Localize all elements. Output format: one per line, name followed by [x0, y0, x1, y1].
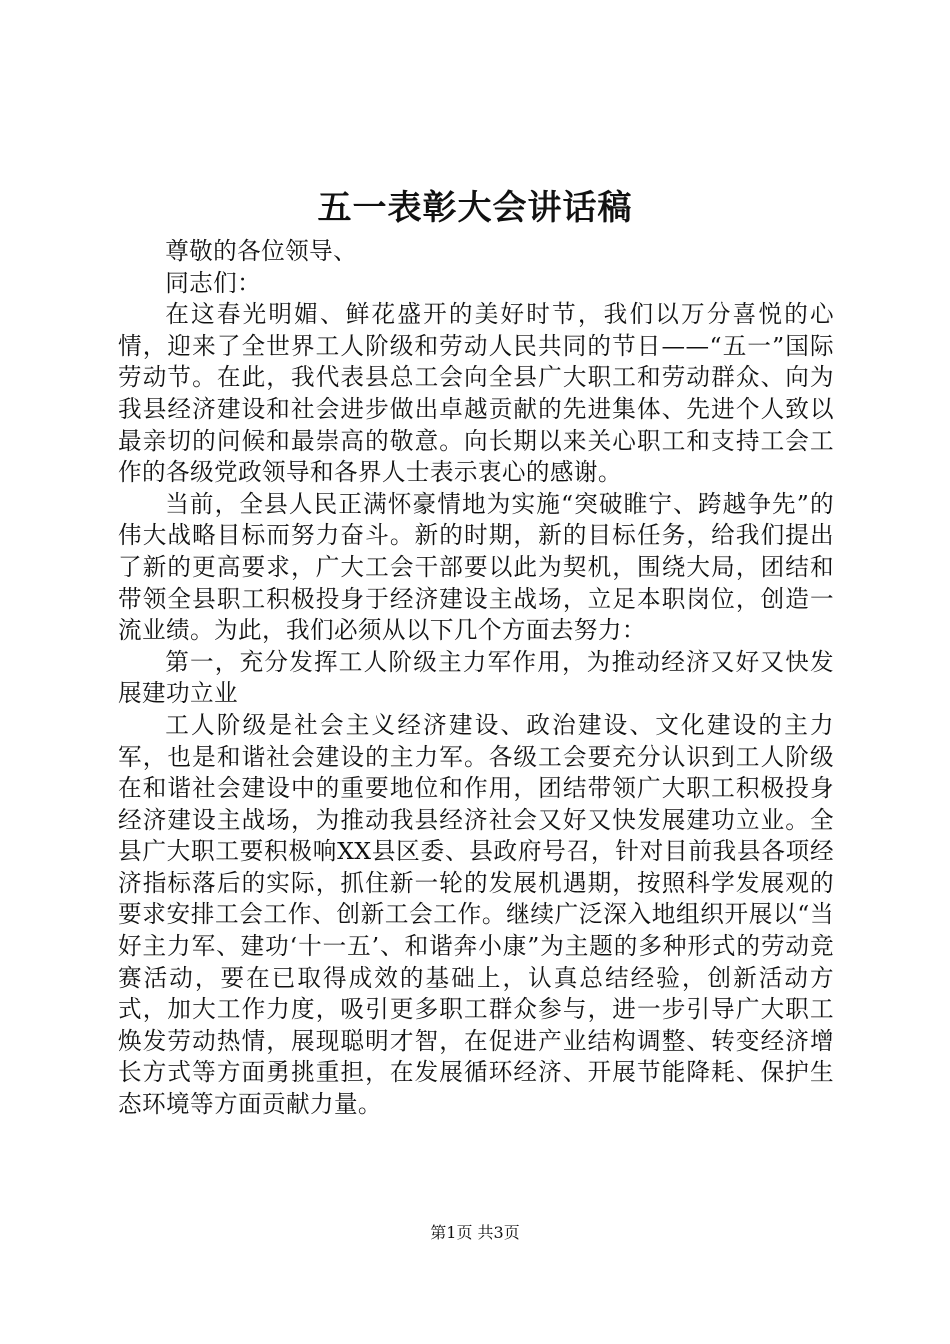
- document-body: [118, 236, 834, 1121]
- document-title: 五一表彰大会讲话稿: [317, 188, 633, 228]
- paragraph-current-situation: 当前，全县人民正满怀豪情地为实施“突破睢宁、跨越争先”的伟大战略目标而努力奋斗。新的时期，新的目标任务，给我们提出了新的更高要求，广大工会干部要以此为契机，围绕大局，团结和带领全县职工积极投身于经济建设主战场，立足本职岗位，创造一流业绩。为此，我们必须从以下几个方面去努力：: [118, 489, 834, 645]
- section-heading-first: 第一，充分发挥工人阶级主力军作用，为推动经济又好又快发展建功立业: [118, 647, 834, 708]
- paragraph-working-class: 工人阶级是社会主义经济建设、政治建设、文化建设的主力军，也是和谐社会建设的主力军。各级工会要充分认识到工人阶级在和谐社会建设中的重要地位和作用，团结带领广大职工积极投身经济建设主战场，为推动我县经济社会又好又快发展建功立业。全县广大职工要积极响XX县区委、县政府号召，针对目前我县各项经济指标落后的实际，抓住新一轮的发展机遇期，按照科学发展观的要求安排工会工作、创新工会工作。继续广泛深入地组织开展以“当好主力军、建功‘十一五’、和谐奔小康”为主题的多种形式的劳动竞赛活动，要在已取得成效的基础上，认真总结经验，创新活动方式，加大工作力度，吸引更多职工群众参与，进一步引导广大职工焕发劳动热情，展现聪明才智，在促进产业结构调整、转变经济增长方式等方面勇挑重担，在发展循环经济、开展节能降耗、保护生态环境等方面贡献力量。: [118, 710, 834, 1119]
- salutation-line-2: 同志们：: [165, 268, 262, 297]
- salutation-line-1: 尊敬的各位领导、: [165, 237, 358, 265]
- page-number-footer: 第1页 共3页: [430, 1223, 520, 1242]
- paragraph-greeting: 在这春光明媚、鲜花盛开的美好时节，我们以万分喜悦的心情，迎来了全世界工人阶级和劳动人民共同的节日——“五一”国际劳动节。在此，我代表县总工会向全县广大职工和劳动群众、向为我县经济建设和社会进步做出卓越贡献的先进集体、先进个人致以最亲切的问候和最崇高的敬意。向长期以来关心职工和支持工会工作的各级党政领导和各界人士表示衷心的感谢。: [118, 300, 834, 487]
